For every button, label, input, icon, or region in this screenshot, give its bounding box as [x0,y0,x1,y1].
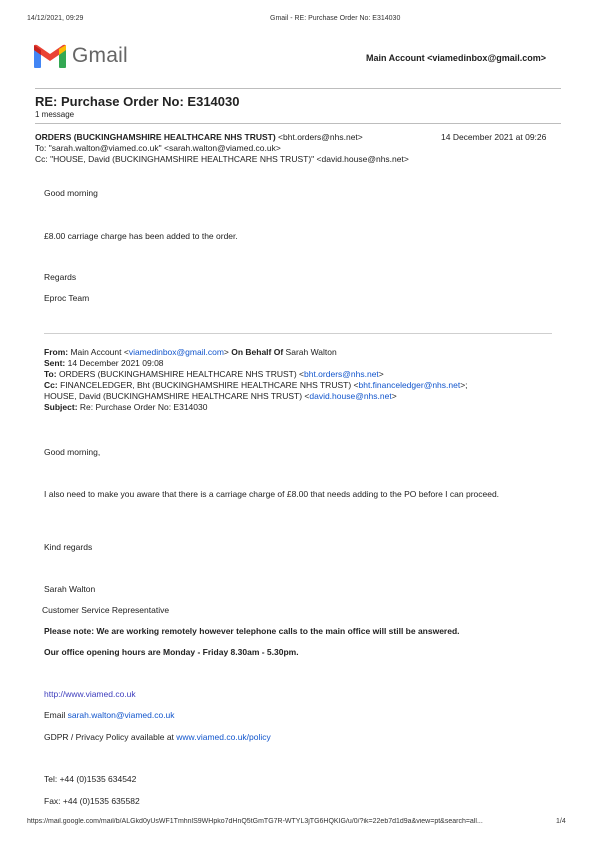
quoted-to: To: ORDERS (BUCKINGHAMSHIRE HEALTHCARE NHS TRUST) <bht.orders@nhs.net> [44,369,384,379]
signature-title: Customer Service Representative [42,605,170,615]
gmail-wordmark: Gmail [72,44,128,67]
notice-remote: Please note: We are working remotely however telephone calls to the main office will still be answered. [44,626,460,636]
quoted-greeting: Good morning, [44,447,101,457]
gdpr-link[interactable]: www.viamed.co.uk/policy [176,732,271,742]
print-page-title: Gmail - RE: Purchase Order No: E314030 [270,15,401,22]
quoted-sent: Sent: 14 December 2021 09:08 [44,358,164,368]
message-greeting: Good morning [44,188,98,198]
message-cc: Cc: "HOUSE, David (BUCKINGHAMSHIRE HEALTHCARE NHS TRUST)" <david.house@nhs.net> [35,154,409,164]
message-team: Eproc Team [44,293,90,303]
quoted-cc-link-2[interactable]: david.house@nhs.net [309,391,392,401]
from-email: <bht.orders@nhs.net> [275,132,363,142]
quoted-from-link[interactable]: viamedinbox@gmail.com [128,347,224,357]
message-count: 1 message [35,110,75,119]
quoted-subject: Subject: Re: Purchase Order No: E314030 [44,402,208,412]
signature-fax: Fax: +44 (0)1535 635582 [44,796,140,806]
print-footer-page: 1/4 [556,818,566,825]
quoted-kind-regards: Kind regards [44,542,93,552]
print-footer-url: https://mail.google.com/mail/b/ALGkd0yUsWF1TmhnlS9WHpko7dHnQ5tGmTG7R-WTYL3jTG6HQKIG/u/0/?ik=22eb7d1d9a&view=pt&search=all... [27,818,483,825]
website-link[interactable]: http://www.viamed.co.uk [44,689,136,699]
quote-divider [44,333,552,334]
message-from[interactable] [35,132,363,142]
account-label: Main Account <viamedinbox@gmail.com> [366,53,546,63]
subject-divider [35,123,561,124]
header-divider [35,88,561,89]
gmail-logo[interactable] [34,44,66,73]
print-datetime: 14/12/2021, 09:29 [27,15,84,22]
gmail-icon [34,44,66,68]
quoted-cc: Cc: FINANCELEDGER, Bht (BUCKINGHAMSHIRE HEALTHCARE NHS TRUST) <bht.financeledger@nhs.net>; [44,380,468,390]
quoted-cc-line2: HOUSE, David (BUCKINGHAMSHIRE HEALTHCARE NHS TRUST) <david.house@nhs.net> [44,391,397,401]
signature-email-link[interactable]: sarah.walton@viamed.co.uk [67,710,175,720]
quoted-to-link[interactable]: bht.orders@nhs.net [304,369,379,379]
signature-email: Email sarah.walton@viamed.co.uk [44,710,175,720]
message-date: 14 December 2021 at 09:26 [441,132,547,142]
message-regards: Regards [44,272,77,282]
notice-hours: Our office opening hours are Monday - Friday 8.30am - 5.30pm. [44,647,299,657]
quoted-from: From: Main Account <viamedinbox@gmail.com> On Behalf Of Sarah Walton [44,347,337,357]
thread-subject: RE: Purchase Order No: E314030 [35,94,240,109]
message-to: To: "sarah.walton@viamed.co.uk" <sarah.walton@viamed.co.uk> [35,143,281,153]
from-name: ORDERS (BUCKINGHAMSHIRE HEALTHCARE NHS TRUST) [35,132,276,142]
gdpr-line: GDPR / Privacy Policy available at www.viamed.co.uk/policy [44,732,271,742]
quoted-body: I also need to make you aware that there is a carriage charge of £8.00 that needs adding to the PO before I can proceed. [44,489,500,499]
quoted-cc-link-1[interactable]: bht.financeledger@nhs.net [358,380,461,390]
signature-name: Sarah Walton [44,584,96,594]
signature-tel: Tel: +44 (0)1535 634542 [44,774,137,784]
message-line: £8.00 carriage charge has been added to the order. [44,231,238,241]
